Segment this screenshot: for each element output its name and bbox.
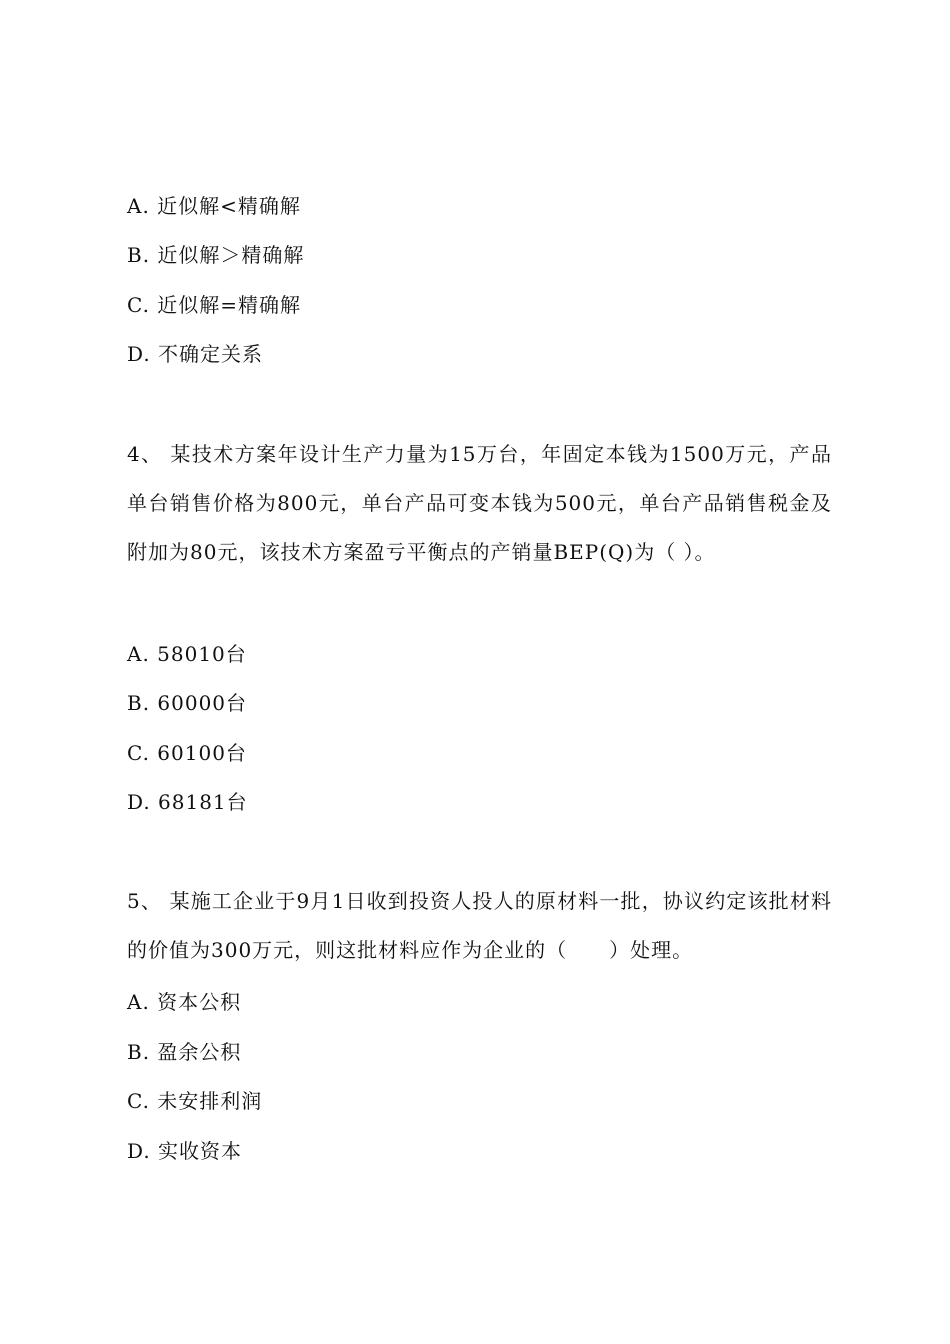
q5-option-c: C. 未安排利润 bbox=[127, 1089, 263, 1113]
q4-option-c: C. 60100台 bbox=[127, 741, 247, 765]
q4-option-b: B. 60000台 bbox=[127, 691, 248, 715]
q3-option-d: D. 不确定关系 bbox=[127, 342, 264, 366]
q3-option-b: B. 近似解＞精确解 bbox=[127, 243, 305, 267]
q3-option-a: A. 近似解<精确解 bbox=[127, 194, 301, 218]
q4-option-a: A. 58010台 bbox=[127, 642, 247, 666]
q3-option-c: C. 近似解=精确解 bbox=[127, 293, 302, 317]
q4-option-d: D. 68181台 bbox=[127, 790, 248, 814]
q5-option-a: A. 资本公积 bbox=[127, 990, 242, 1014]
q5-stem: 5、 某施工企业于9月1日收到投资人投人的原材料一批，协议约定该批材料的价值为300万元，则这批材料应作为企业的（ ）处理。 bbox=[127, 889, 832, 962]
q5-option-d: D. 实收资本 bbox=[127, 1139, 243, 1163]
q5-option-b: B. 盈余公积 bbox=[127, 1040, 242, 1064]
q4-stem: 4、 某技术方案年设计生产力量为15万台，年固定本钱为1500万元，产品单台销售价格为800元，单台产品可变本钱为500元，单台产品销售税金及附加为80元，该技术方案盈亏平衡点的产销量BEP(Q)为（ ）。 bbox=[127, 442, 832, 564]
